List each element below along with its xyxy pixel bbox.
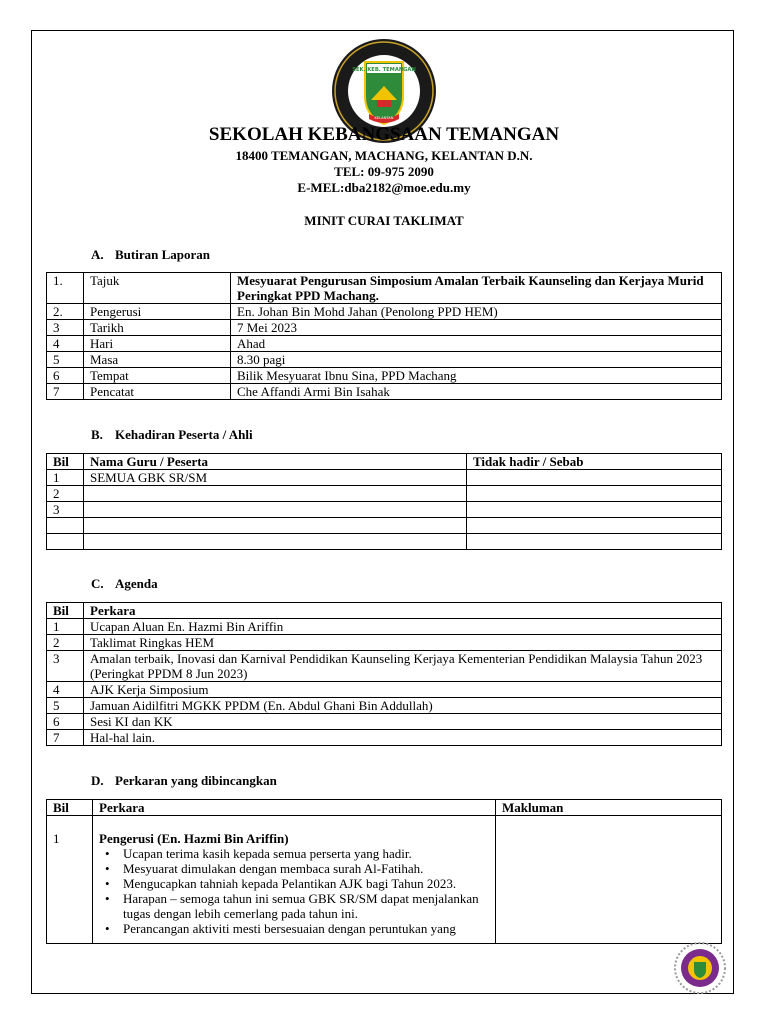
logo-banner: KELANTAN — [374, 116, 394, 120]
cell-reason — [467, 502, 722, 518]
cell-perkara: Taklimat Ringkas HEM — [84, 635, 722, 651]
list-item: • Harapan – semoga tahun ini semua GBK SR/SM dapat menjalankan tugas dengan lebih cemerlang pada tahun ini. — [123, 891, 489, 921]
cell-no: 7 — [47, 384, 84, 400]
table-row — [47, 502, 722, 518]
cell-label: Tarikh — [84, 320, 231, 336]
table-row — [47, 273, 722, 304]
cell-value: 7 Mei 2023 — [231, 320, 722, 336]
table-row — [47, 816, 722, 944]
cell-bil: 3 — [47, 502, 84, 518]
cell-bil: 4 — [47, 682, 84, 698]
cell-value: 8.30 pagi — [231, 352, 722, 368]
cell-bil: 2 — [47, 635, 84, 651]
table-header-row — [47, 800, 722, 816]
cell-label: Pencatat — [84, 384, 231, 400]
section-b-title: Kehadiran Peserta / Ahli — [115, 427, 253, 442]
column-header: Perkara — [93, 800, 496, 816]
cell-no: 3 — [47, 320, 84, 336]
section-c-heading — [91, 576, 158, 592]
column-header: Bil — [47, 454, 84, 470]
table-row — [47, 470, 722, 486]
section-c-table — [46, 602, 722, 746]
section-c-title: Agenda — [115, 576, 158, 591]
school-tel: TEL: 09-975 2090 — [334, 164, 434, 179]
list-item: • Mengucapkan tahniah kepada Pelantikan AJK bagi Tahun 2023. — [123, 876, 489, 891]
section-a-title: Butiran Laporan — [115, 247, 210, 262]
cell-bil: 3 — [47, 651, 84, 682]
column-header: Perkara — [84, 603, 722, 619]
cell-bil: 6 — [47, 714, 84, 730]
section-d-heading — [91, 773, 277, 789]
section-b-table — [46, 453, 722, 550]
school-name: SEKOLAH KEBANGSAAN TEMANGAN — [208, 124, 560, 145]
cell-bil: 1 — [47, 619, 84, 635]
cell-perkara: AJK Kerja Simposium — [84, 682, 722, 698]
table-row — [47, 714, 722, 730]
cell-label: Masa — [84, 352, 231, 368]
section-b-num: B. — [91, 427, 103, 442]
cell-perkara: Amalan terbaik, Inovasi dan Karnival Pendidikan Kaunseling Kerjaya Kementerian Pendidikan Malaysia Tahun 2023 (Peringkat PPDM 8 Jun 2023) — [84, 651, 722, 682]
cell-no: 2. — [47, 304, 84, 320]
cell-reason — [467, 486, 722, 502]
cell-perkara: Jamuan Aidilfitri MGKK PPDM (En. Abdul Ghani Bin Addullah) — [84, 698, 722, 714]
cell-label: Tempat — [84, 368, 231, 384]
column-header: Bil — [47, 800, 93, 816]
list-item: • Mesyuarat dimulakan dengan membaca surah Al-Fatihah. — [123, 861, 489, 876]
cell-label: Tajuk — [84, 273, 231, 304]
stamp-seal — [670, 942, 730, 994]
cell-value: Che Affandi Armi Bin Isahak — [231, 384, 722, 400]
table-row — [47, 336, 722, 352]
table-row — [47, 518, 722, 534]
table-row — [47, 534, 722, 550]
cell-bil: 7 — [47, 730, 84, 746]
cell-bil — [47, 534, 84, 550]
cell-perkara — [93, 816, 496, 944]
column-header: Tidak hadir / Sebab — [467, 454, 722, 470]
table-row — [47, 619, 722, 635]
cell-name — [84, 518, 467, 534]
cell-perkara: Sesi KI dan KK — [84, 714, 722, 730]
cell-reason — [467, 518, 722, 534]
logo-text: SEK. KEB. TEMANGAN — [352, 67, 416, 73]
cell-reason — [467, 534, 722, 550]
table-header-row — [47, 454, 722, 470]
cell-value: Bilik Mesyuarat Ibnu Sina, PPD Machang — [231, 368, 722, 384]
cell-no: 6 — [47, 368, 84, 384]
cell-name — [84, 486, 467, 502]
table-row — [47, 682, 722, 698]
cell-value: En. Johan Bin Mohd Jahan (Penolong PPD HEM) — [231, 304, 722, 320]
school-address: 18400 TEMANGAN, MACHANG, KELANTAN D.N. — [235, 148, 533, 163]
cell-bil — [47, 518, 84, 534]
cell-perkara: Hal-hal lain. — [84, 730, 722, 746]
item-heading: Pengerusi (En. Hazmi Bin Ariffin) — [99, 831, 289, 846]
section-c-num: C. — [91, 576, 104, 591]
table-row — [47, 486, 722, 502]
cell-name — [84, 534, 467, 550]
table-row — [47, 651, 722, 682]
cell-name: SEMUA GBK SR/SM — [84, 470, 467, 486]
column-header: Nama Guru / Peserta — [84, 454, 467, 470]
cell-reason — [467, 470, 722, 486]
section-a-heading — [91, 247, 210, 263]
column-header: Makluman — [496, 800, 722, 816]
section-a-num: A. — [91, 247, 104, 262]
section-a-table — [46, 272, 722, 400]
table-row — [47, 352, 722, 368]
cell-value: Mesyuarat Pengurusan Simposium Amalan Terbaik Kaunseling dan Kerjaya Murid Peringkat PPD Machang. — [231, 273, 722, 304]
table-header-row — [47, 603, 722, 619]
section-b-heading — [91, 427, 253, 443]
cell-no: 4 — [47, 336, 84, 352]
cell-perkara: Ucapan Aluan En. Hazmi Bin Ariffin — [84, 619, 722, 635]
document-title: MINIT CURAI TAKLIMAT — [304, 213, 464, 228]
section-d-num: D. — [91, 773, 104, 788]
cell-label: Pengerusi — [84, 304, 231, 320]
cell-bil: 1 — [47, 470, 84, 486]
cell-no: 5 — [47, 352, 84, 368]
list-item: • Perancangan aktiviti mesti bersesuaian dengan peruntukan yang — [123, 921, 489, 936]
table-row — [47, 304, 722, 320]
school-email: E-MEL:dba2182@moe.edu.my — [297, 180, 471, 195]
cell-name — [84, 502, 467, 518]
table-row — [47, 368, 722, 384]
table-row — [47, 635, 722, 651]
cell-bil: 5 — [47, 698, 84, 714]
section-d-title: Perkaran yang dibincangkan — [115, 773, 277, 788]
cell-bil: 1 — [47, 816, 93, 944]
column-header: Bil — [47, 603, 84, 619]
table-row — [47, 698, 722, 714]
cell-makluman — [496, 816, 722, 944]
table-row — [47, 320, 722, 336]
cell-no: 1. — [47, 273, 84, 304]
table-row — [47, 384, 722, 400]
cell-value: Ahad — [231, 336, 722, 352]
cell-bil: 2 — [47, 486, 84, 502]
bullet-list — [99, 846, 489, 936]
table-row — [47, 730, 722, 746]
cell-label: Hari — [84, 336, 231, 352]
section-d-table — [46, 799, 722, 944]
list-item: • Ucapan terima kasih kepada semua perserta yang hadir. — [123, 846, 489, 861]
